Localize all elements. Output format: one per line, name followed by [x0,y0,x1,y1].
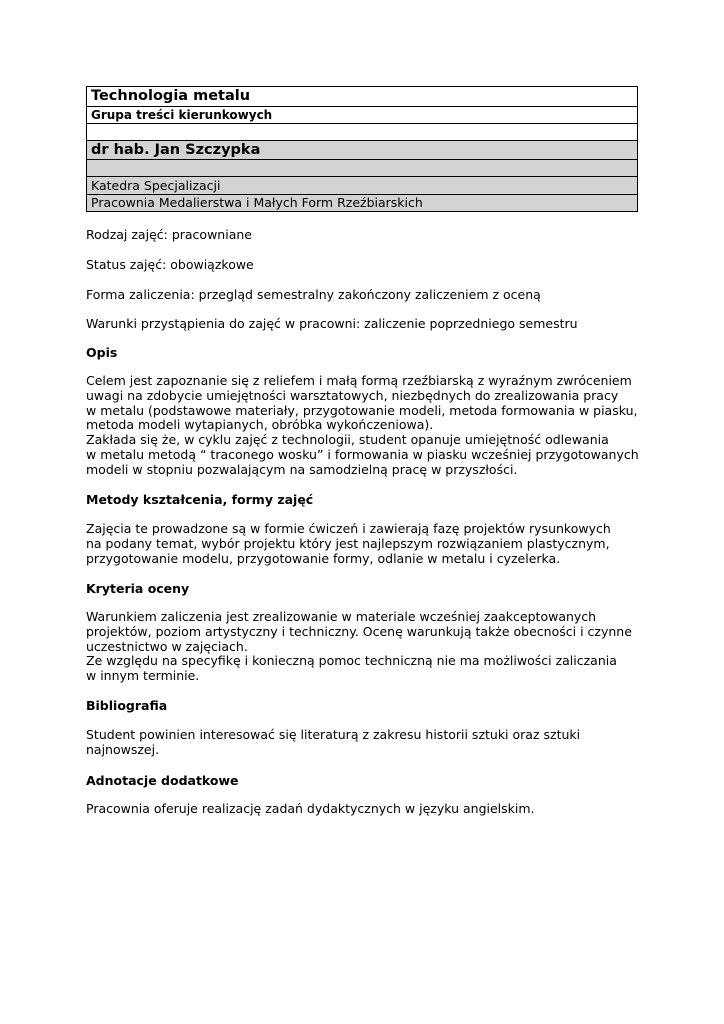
text-line: modeli w stopniu pozwalającym na samodzielną pracę w przyszłości. [86,461,518,477]
text-line: Zakłada się że, w cyklu zajęć z technologii, student opanuje umiejętność odlewania [86,432,609,448]
text-line: metoda modeli wytapianych, obróbka wykończeniowa). [86,417,434,433]
text-line: w metalu metodą “ traconego wosku” i formowania w piasku wcześniej przygotowanych [86,446,639,462]
course-title: Technologia metalu [87,87,638,107]
text-line: najnowszej. [86,741,160,757]
text-line: Zajęcia te prowadzone są w formie ćwiczeń i zawierają fazę projektów rysunkowych [86,521,611,536]
empty-row [87,124,638,141]
class-status: Status zajęć: obowiązkowe [86,257,254,272]
text-line: w innym terminie. [86,668,200,684]
text-line: uczestnictwo w zajęciach. [86,638,248,654]
course-group: Grupa treści kierunkowych [87,107,638,124]
text-line: uwagi na zdobycie umiejętności warsztatowych, niezbędnych do zrealizowania pracy [86,387,619,403]
course-author: dr hab. Jan Szczypka [87,141,638,160]
course-studio: Pracownia Medalierstwa i Małych Form Rzeźbiarskich [87,195,638,212]
bibliography-heading: Bibliografia [86,698,168,713]
empty-row-shaded [87,160,638,177]
class-type: Rodzaj zajęć: pracowniane [86,227,252,242]
methods-heading: Metody kształcenia, formy zajęć [86,492,314,507]
bibliography-text [86,728,646,758]
course-header-table [86,86,638,212]
text-line: Celem jest zapoznanie się z reliefem i małą formą rzeźbiarską z wyraźnym zwróceniem [86,373,632,388]
methods-text [86,522,646,566]
description-text [86,374,646,478]
criteria-heading: Kryteria oceny [86,581,190,596]
notes-text [86,802,646,817]
text-line: przygotowanie modelu, przygotowanie formy, odlanie w metalu i cyzelerka. [86,550,561,566]
prerequisites: Warunki przystąpienia do zajęć w pracowni: zaliczenie poprzedniego semestru [86,316,578,331]
course-department: Katedra Specjalizacji [87,177,638,195]
text-line: Pracownia oferuje realizację zadań dydaktycznych w języku angielskim. [86,801,535,816]
text-line: Ze względu na specyfikę i konieczną pomoc techniczną nie ma możliwości zaliczania [86,653,617,669]
text-line: w metalu (podstawowe materiały, przygotowanie modeli, metoda formowania w piasku, [86,402,638,418]
text-line: Warunkiem zaliczenia jest zrealizowanie w materiale wcześniej zaakceptowanych [86,609,597,624]
text-line: Student powinien interesować się literaturą z zakresu historii sztuki oraz sztuki [86,727,581,742]
notes-heading: Adnotacje dodatkowe [86,773,239,788]
criteria-text [86,610,646,684]
assessment-form: Forma zaliczenia: przegląd semestralny zakończony zaliczeniem z oceną [86,287,541,302]
description-heading: Opis [86,345,118,360]
text-line: na podany temat, wybór projektu który jest najlepszym rozwiązaniem plastycznym, [86,535,610,551]
text-line: projektów, poziom artystyczny i techniczny. Ocenę warunkują także obecności i czynne [86,623,632,639]
